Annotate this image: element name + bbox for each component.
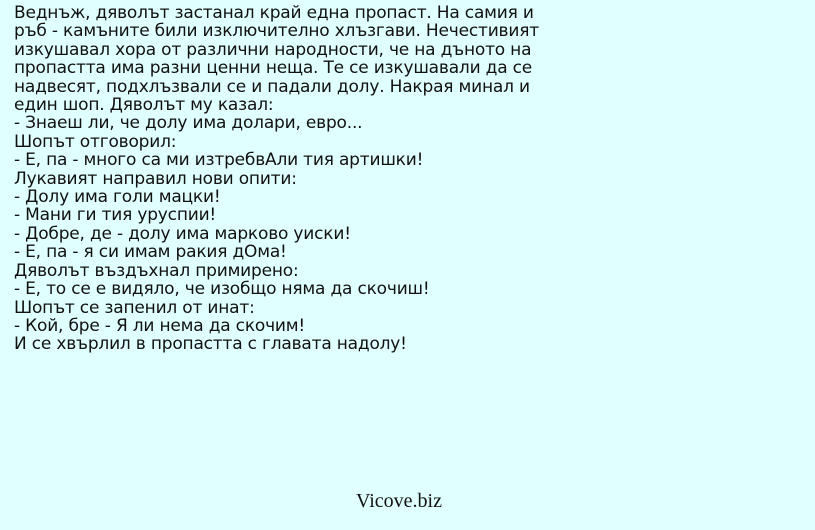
joke-line: Шопът отговорил: bbox=[14, 131, 177, 152]
joke-line: - Долу има голи мацки! bbox=[14, 187, 221, 208]
joke-line: - Е, то се е видяло, че изобщо няма да скочиш! bbox=[14, 279, 430, 300]
joke-line: Лукавият направил нови опити: bbox=[14, 168, 297, 189]
joke-line: Веднъж, дяволът застанал край една пропаст. На самия и bbox=[14, 3, 534, 23]
joke-line: изкушавал хора от различни народности, че на дъното на bbox=[14, 39, 532, 60]
joke-line: ръб - камъните били изключително хлъзгави. Нечестивият bbox=[14, 21, 539, 42]
joke-line: И се хвърлил в пропастта с главата надолу! bbox=[14, 334, 407, 355]
joke-line: пропастта има разни ценни неща. Те се изкушавали да се bbox=[14, 58, 533, 79]
joke-line: - Е, па - я си имам ракия дОма! bbox=[14, 242, 287, 263]
joke-line: Шопът се запенил от инат: bbox=[14, 297, 255, 318]
joke-line: - Добре, де - долу има марково уиски! bbox=[14, 223, 351, 244]
joke-line: - Е, па - много са ми изтребвАли тия артишки! bbox=[14, 150, 424, 171]
joke-line: надвесят, подхлъзвали се и падали долу. Накрая минал и bbox=[14, 76, 530, 97]
joke-line: един шоп. Дяволът му казал: bbox=[14, 95, 274, 116]
joke-text bbox=[14, 4, 809, 354]
joke-line: - Мани ги тия уруспии! bbox=[14, 205, 217, 226]
joke-line: - Кой, бре - Я ли нема да скочим! bbox=[14, 315, 306, 336]
joke-line: Дяволът въздъхнал примирено: bbox=[14, 260, 299, 281]
joke-line: - Знаеш ли, че долу има долари, евро... bbox=[14, 113, 363, 134]
site-watermark: Vicove.biz bbox=[356, 490, 442, 512]
